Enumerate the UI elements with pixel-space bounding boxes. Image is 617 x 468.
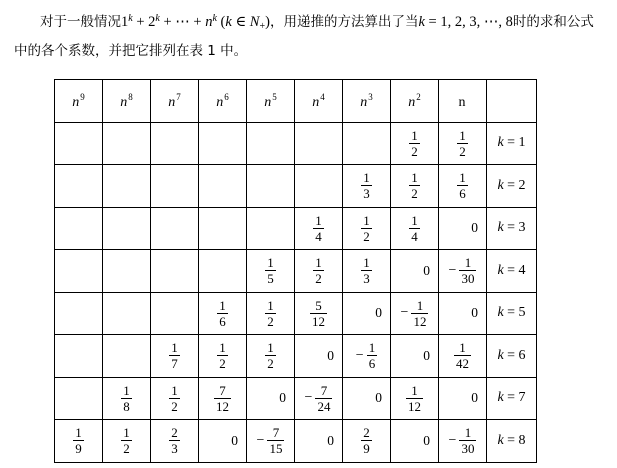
coefficient-cell	[151, 122, 199, 165]
denominator: 2	[411, 143, 418, 159]
fraction	[361, 255, 372, 286]
coefficient-cell: 0	[439, 207, 487, 250]
denominator: 30	[461, 271, 475, 287]
numerator: 7	[219, 382, 226, 398]
denominator: 9	[363, 441, 370, 457]
coefficient-cell	[151, 420, 199, 463]
coefficient-cell	[103, 250, 151, 293]
fraction	[73, 425, 84, 456]
sum-formula	[121, 14, 270, 30]
numerator: 1	[315, 255, 322, 271]
coefficient-cell	[439, 420, 487, 463]
k-label	[487, 292, 537, 335]
numerator: 1	[363, 170, 370, 186]
denominator: 2	[411, 186, 418, 202]
fraction	[457, 170, 468, 201]
formula-open: (	[216, 14, 226, 30]
coefficient-cell	[391, 292, 439, 335]
k-label-var: k	[497, 177, 504, 193]
coefficient-cell: 0	[295, 420, 343, 463]
coefficient-cell	[55, 250, 103, 293]
minus-sign: −	[400, 305, 409, 321]
denominator: 6	[459, 186, 466, 202]
numerator: 5	[315, 297, 322, 313]
coefficient-cell: 0	[247, 377, 295, 420]
k-label	[487, 122, 537, 165]
fraction	[454, 340, 471, 371]
numerator: 1	[123, 425, 130, 441]
numerator: 1	[171, 382, 178, 398]
denominator: 5	[267, 271, 274, 287]
header-cell	[295, 80, 343, 123]
coefficient-cell	[55, 122, 103, 165]
fraction	[121, 383, 132, 414]
coefficient-cell	[55, 292, 103, 335]
formula-n: n	[205, 14, 213, 30]
numerator: 1	[459, 340, 466, 356]
numerator: 1	[368, 340, 376, 356]
fraction	[169, 383, 180, 414]
coefficient-cell	[199, 335, 247, 378]
fraction	[217, 340, 228, 371]
formula-close: )	[265, 14, 270, 30]
coefficient-cell	[199, 207, 247, 250]
coefficient-cell: 0	[439, 377, 487, 420]
table-row	[55, 335, 537, 378]
denominator: 3	[363, 186, 370, 202]
denominator: 6	[368, 356, 376, 372]
coefficient-cell: 0	[439, 292, 487, 335]
coefficient-cell	[439, 122, 487, 165]
coefficient-cell: 0	[343, 377, 391, 420]
formula-exp-k-2: k	[155, 13, 160, 24]
intro-line-2: 中的各个系数，并把它排列在表 1 中。	[14, 43, 248, 59]
numerator: 1	[363, 255, 370, 271]
coefficient-cell	[343, 420, 391, 463]
formula-N: N	[249, 14, 260, 30]
k-label-value: = 6	[503, 347, 526, 363]
k-label-value: = 3	[503, 220, 526, 236]
numerator: 1	[411, 212, 418, 228]
formula-exp-k-3: k	[212, 13, 217, 24]
fraction	[217, 298, 228, 329]
header-term	[72, 91, 85, 110]
coefficient-cell	[343, 335, 391, 378]
coefficient-cell	[295, 122, 343, 165]
coefficient-cell	[391, 377, 439, 420]
table-row	[55, 420, 537, 463]
fraction	[310, 298, 327, 329]
header-cell	[55, 80, 103, 123]
numerator: 7	[320, 382, 328, 398]
header-term	[459, 95, 467, 110]
formula-plus-two: + 2	[132, 14, 156, 30]
denominator: 12	[216, 398, 229, 414]
numerator: 1	[416, 297, 424, 313]
denominator: 24	[317, 398, 331, 414]
header-base: n	[264, 94, 272, 110]
minus-sign: −	[256, 432, 265, 448]
k-label	[487, 165, 537, 208]
table-body	[55, 122, 537, 462]
k-label-var: k	[497, 262, 504, 278]
coefficient-cell	[247, 420, 295, 463]
coefficient-cell	[247, 207, 295, 250]
header-term	[511, 95, 512, 110]
fraction	[409, 213, 420, 244]
coefficient-cell	[103, 207, 151, 250]
table-row	[55, 250, 537, 293]
header-row	[55, 80, 537, 123]
k-label	[487, 335, 537, 378]
fraction	[169, 340, 180, 371]
coefficient-cell	[247, 335, 295, 378]
coefficient-cell	[55, 165, 103, 208]
k-label	[487, 250, 537, 293]
coefficient-cell	[55, 420, 103, 463]
header-exponent: 3	[368, 91, 373, 102]
formula-sub-plus: +	[259, 21, 266, 32]
header-term	[120, 91, 133, 110]
k-label-var: k	[497, 305, 504, 321]
fraction	[406, 383, 423, 414]
coefficient-cell	[295, 377, 343, 420]
coefficient-cell	[439, 335, 487, 378]
numerator: 1	[363, 212, 370, 228]
k-label-var: k	[497, 135, 504, 151]
coefficient-cell	[439, 250, 487, 293]
table-row	[55, 292, 537, 335]
header-cell	[199, 80, 247, 123]
denominator: 4	[315, 228, 322, 244]
denominator: 6	[219, 313, 226, 329]
header-exponent: 4	[320, 91, 325, 102]
header-cell	[247, 80, 295, 123]
header-base: n	[72, 94, 80, 110]
numerator: 1	[267, 255, 274, 271]
denominator: 2	[459, 143, 466, 159]
numerator: 1	[315, 212, 322, 228]
denominator: 2	[171, 398, 178, 414]
denominator: 9	[75, 441, 82, 457]
coefficient-cell: 0	[199, 420, 247, 463]
coefficient-cell	[151, 292, 199, 335]
denominator: 12	[312, 313, 325, 329]
numerator: 1	[267, 340, 274, 356]
minus-sign: −	[355, 347, 364, 363]
table-row	[55, 165, 537, 208]
denominator: 2	[123, 441, 130, 457]
table-row	[55, 122, 537, 165]
k-label-var: k	[497, 432, 504, 448]
header-term	[216, 91, 229, 110]
denominator: 12	[408, 398, 421, 414]
fraction	[457, 128, 468, 159]
fraction	[356, 340, 377, 371]
header-base: n	[360, 94, 368, 110]
fraction	[305, 383, 333, 414]
fraction	[313, 213, 324, 244]
header-base: n	[216, 94, 224, 110]
minus-sign: −	[448, 432, 457, 448]
denominator: 42	[456, 356, 469, 372]
coefficient-cell	[199, 377, 247, 420]
coefficient-cell	[295, 207, 343, 250]
minus-sign: −	[448, 262, 457, 278]
fraction	[313, 255, 324, 286]
coefficient-cell	[391, 207, 439, 250]
coefficient-cell	[103, 335, 151, 378]
numerator: 2	[171, 425, 178, 441]
k-label-var: k	[497, 347, 504, 363]
formula-dots: + ⋯ +	[159, 14, 206, 30]
minus-sign: −	[304, 390, 313, 406]
fraction	[449, 425, 477, 456]
coefficient-cell	[199, 165, 247, 208]
header-base: n	[458, 94, 466, 110]
numerator: 1	[411, 382, 418, 398]
numerator: 2	[363, 425, 370, 441]
header-base: n	[168, 94, 176, 110]
coefficient-cell	[391, 122, 439, 165]
header-cell	[487, 80, 537, 123]
denominator: 15	[269, 441, 283, 457]
k-label-var: k	[497, 220, 504, 236]
header-term	[312, 91, 325, 110]
k-label-value: = 4	[503, 262, 526, 278]
coefficient-cell	[295, 250, 343, 293]
coefficient-cell	[247, 292, 295, 335]
coefficient-cell	[103, 165, 151, 208]
header-exponent: 7	[176, 91, 181, 102]
formula-one: 1	[121, 14, 129, 30]
numerator: 1	[123, 382, 130, 398]
fraction	[401, 298, 429, 329]
denominator: 8	[123, 398, 130, 414]
coefficient-cell	[343, 207, 391, 250]
denominator: 7	[171, 356, 178, 372]
numerator: 1	[411, 170, 418, 186]
denominator: 2	[267, 313, 274, 329]
header-cell	[343, 80, 391, 123]
denominator: 2	[267, 356, 274, 372]
coefficient-cell	[343, 122, 391, 165]
header-exponent: 5	[272, 91, 277, 102]
fraction	[265, 340, 276, 371]
header-cell	[103, 80, 151, 123]
denominator: 2	[219, 356, 226, 372]
coefficient-cell	[103, 292, 151, 335]
coefficient-cell	[151, 165, 199, 208]
fraction	[169, 425, 180, 456]
denominator: 2	[315, 271, 322, 287]
coefficient-table	[54, 79, 537, 463]
denominator: 3	[363, 271, 370, 287]
intro-paragraph	[14, 6, 614, 64]
header-term	[264, 91, 277, 110]
header-base: n	[120, 94, 128, 110]
coefficient-cell	[391, 165, 439, 208]
coefficient-cell	[151, 207, 199, 250]
header-exponent: 6	[224, 91, 229, 102]
fraction	[449, 255, 477, 286]
formula-k: k	[225, 14, 232, 30]
coefficient-cell	[103, 420, 151, 463]
denominator: 2	[363, 228, 370, 244]
k-label-value: = 1	[503, 135, 526, 151]
formula-exp-k: k	[128, 13, 133, 24]
k-vals: = 1, 2, 3, ⋯, 8	[424, 14, 513, 30]
fraction	[361, 213, 372, 244]
header-exponent: 2	[416, 91, 421, 102]
numerator: 1	[219, 297, 226, 313]
numerator: 1	[464, 425, 472, 441]
coefficient-cell	[247, 165, 295, 208]
numerator: 1	[411, 127, 418, 143]
coefficient-cell	[439, 165, 487, 208]
intro-text-2: ，用递推的方法算出了当	[269, 14, 419, 30]
coefficient-cell	[247, 122, 295, 165]
header-term	[408, 91, 421, 110]
intro-text-1: 对于一般情况	[40, 14, 121, 30]
numerator: 7	[272, 425, 280, 441]
coefficient-cell: 0	[343, 292, 391, 335]
denominator: 3	[171, 441, 178, 457]
k-label-value: = 5	[503, 305, 526, 321]
formula-in: ∈	[231, 14, 250, 30]
coefficient-cell	[151, 335, 199, 378]
numerator: 1	[267, 297, 274, 313]
coefficient-cell	[295, 292, 343, 335]
header-cell	[439, 80, 487, 123]
coefficient-cell	[199, 250, 247, 293]
denominator: 12	[413, 313, 427, 329]
coefficient-cell	[343, 250, 391, 293]
fraction	[121, 425, 132, 456]
fraction	[409, 128, 420, 159]
k-label	[487, 207, 537, 250]
fraction	[361, 425, 372, 456]
numerator: 1	[75, 425, 82, 441]
intro-line-1	[14, 6, 614, 39]
fraction	[361, 170, 372, 201]
coefficient-cell	[151, 250, 199, 293]
fraction	[409, 170, 420, 201]
header-exponent: 9	[80, 91, 85, 102]
coefficient-cell	[55, 207, 103, 250]
coefficient-cell	[343, 165, 391, 208]
k-label-value: = 7	[503, 390, 526, 406]
denominator: 4	[411, 228, 418, 244]
numerator: 1	[219, 340, 226, 356]
header-exponent: 8	[128, 91, 133, 102]
coefficient-cell: 0	[391, 420, 439, 463]
numerator: 1	[171, 340, 178, 356]
k-values	[418, 14, 512, 30]
coefficient-cell	[247, 250, 295, 293]
coefficient-cell	[55, 377, 103, 420]
k-label-var: k	[497, 390, 504, 406]
k-label-value: = 2	[503, 177, 526, 193]
fraction	[265, 255, 276, 286]
k-label	[487, 377, 537, 420]
header-cell	[391, 80, 439, 123]
coefficient-cell: 0	[391, 335, 439, 378]
numerator: 1	[459, 170, 466, 186]
coefficient-cell	[199, 292, 247, 335]
header-base: n	[312, 94, 320, 110]
k-label-value: = 8	[503, 432, 526, 448]
header-cell	[151, 80, 199, 123]
coefficient-cell	[103, 122, 151, 165]
header-term	[360, 91, 373, 110]
intro-text-3: 时的求和公式	[512, 14, 594, 30]
header-base: n	[408, 94, 416, 110]
coefficient-cell	[199, 122, 247, 165]
coefficient-cell	[151, 377, 199, 420]
coefficient-cell	[295, 165, 343, 208]
coefficient-cell	[103, 377, 151, 420]
fraction	[214, 383, 231, 414]
k-label	[487, 420, 537, 463]
coefficient-cell	[55, 335, 103, 378]
coefficient-cell: 0	[295, 335, 343, 378]
numerator: 1	[459, 127, 466, 143]
fraction	[257, 425, 285, 456]
table-row	[55, 377, 537, 420]
k-var: k	[418, 14, 425, 30]
coefficient-cell: 0	[391, 250, 439, 293]
header-term	[168, 91, 181, 110]
fraction	[265, 298, 276, 329]
denominator: 30	[461, 441, 475, 457]
numerator: 1	[464, 255, 472, 271]
table-row	[55, 207, 537, 250]
